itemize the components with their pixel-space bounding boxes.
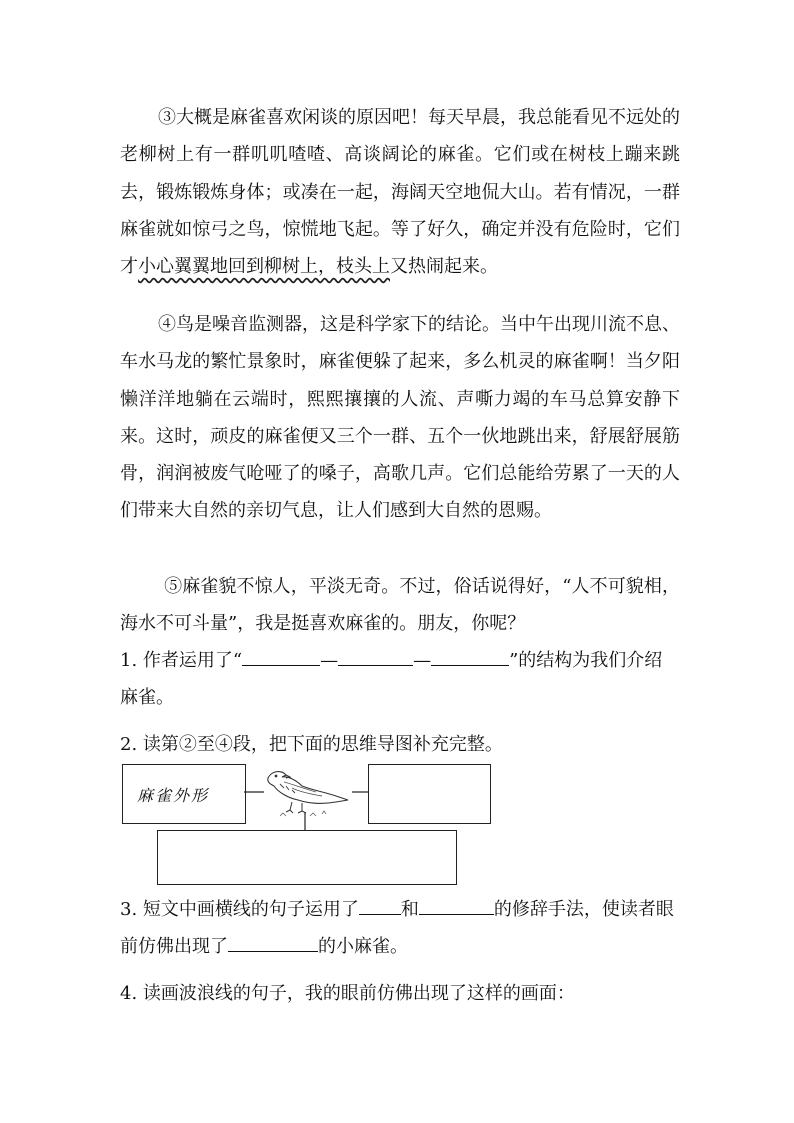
dash: — bbox=[320, 650, 339, 671]
question-3-text: 和 bbox=[400, 899, 419, 920]
mindmap-box-answer-right[interactable] bbox=[368, 764, 491, 824]
connector-line bbox=[352, 790, 368, 794]
answer-blank-3c[interactable] bbox=[228, 933, 318, 952]
paragraph-4-text: ④鸟是噪音监测器，这是科学家下的结论。当中午出现川流不息、车水马龙的繁忙景象时，麻雀便躲了起来，多么机灵的麻雀啊！当夕阳懒洋洋地躺在云端时，熙熙攘攘的人流、声嘶力竭的车马总算安静下来。这时，顽皮的麻雀便又三个一群、五个一伙地跳出来，舒展舒展筋骨，润润被废气呛哑了的嗓子，高歌几声。它们总能给劳累了一天的人们带来大自然的亲切气息，让人们感到大自然的恩赐。 bbox=[120, 314, 680, 522]
question-1 bbox=[120, 642, 680, 717]
question-1-prefix: 1. 作者运用了“ bbox=[120, 650, 243, 671]
question-1-suffix: ”的结构为我们介绍麻雀。 bbox=[120, 650, 663, 709]
answer-blank-3b[interactable] bbox=[419, 896, 494, 915]
question-4: 4. 读画波浪线的句子，我的眼前仿佛出现了这样的画面： bbox=[120, 983, 575, 1004]
question-2: 2. 读第②至④段，把下面的思维导图补充完整。 bbox=[120, 734, 503, 755]
paragraph-3-text: ③大概是麻雀喜欢闲谈的原因吧！每天早晨，我总能看见不远处的老柳树上有一群叽叽喳喳、高谈阔论的麻雀。它们或在树枝上蹦来跳去，锻炼锻炼身体；或凑在一起，海阔天空地侃大山。若有情况，一群麻雀就如惊弓之鸟，惊慌地飞起。等了好久，确定并没有危险时，它们才 bbox=[120, 107, 680, 278]
mindmap-label: 麻雀外形 bbox=[137, 786, 210, 805]
paragraph-3 bbox=[120, 99, 680, 285]
mindmap-box-answer-bottom[interactable] bbox=[157, 830, 457, 885]
question-3 bbox=[120, 891, 680, 966]
wavy-underlined-sentence: 小心翼翼地回到柳树上，枝头上 bbox=[138, 256, 390, 278]
paragraph-5-text: ⑤麻雀貌不惊人，平淡无奇。不过，俗话说得好，“人不可貌相，海水不可斗量”，我是挺喜欢麻雀的。朋友，你呢？ bbox=[120, 576, 680, 635]
answer-blank-1a[interactable] bbox=[242, 647, 320, 666]
paragraph-3-tail: 又热闹起来。 bbox=[390, 256, 498, 278]
answer-blank-3a[interactable] bbox=[359, 896, 401, 915]
question-3-text: 的修辞手法，使读者眼前仿佛出现了 bbox=[120, 899, 674, 958]
sparrow-icon bbox=[262, 766, 352, 820]
question-3-text: 3. 短文中画横线的句子运用了 bbox=[120, 899, 359, 920]
mindmap-box-appearance bbox=[122, 764, 246, 824]
dash: — bbox=[413, 650, 432, 671]
answer-blank-1b[interactable] bbox=[338, 647, 413, 666]
connector-line bbox=[244, 790, 264, 794]
paragraph-4 bbox=[120, 306, 680, 530]
paragraph-5 bbox=[120, 568, 680, 643]
question-3-text: 的小麻雀。 bbox=[318, 936, 408, 958]
answer-blank-1c[interactable] bbox=[431, 647, 509, 666]
